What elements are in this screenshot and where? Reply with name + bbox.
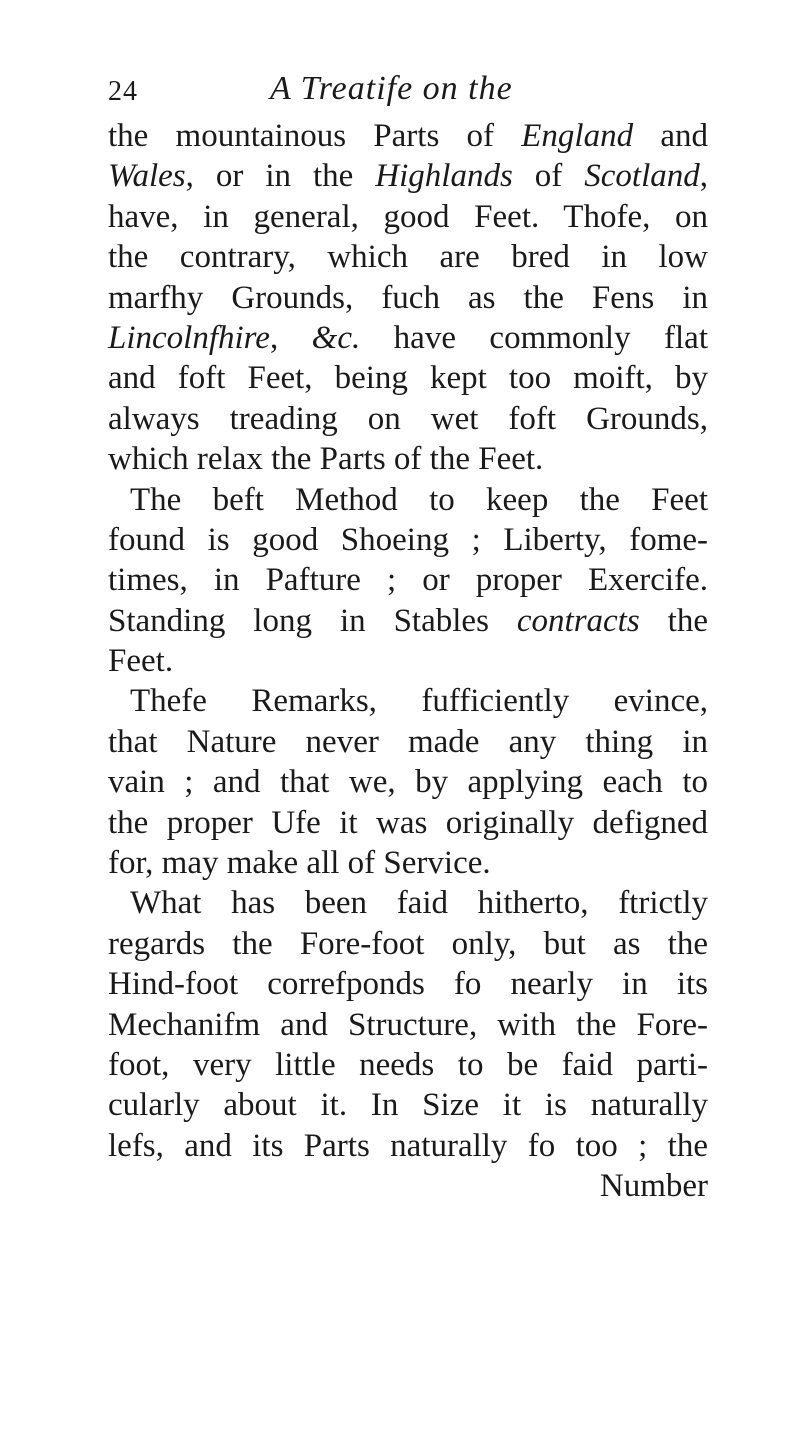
text-line: found is good Shoeing ; Liberty, fome- — [108, 521, 708, 558]
text-line: Lincolnfhire, &c. have commonly flat — [108, 319, 709, 356]
place-name: Scotland — [584, 158, 700, 195]
text-line: lefs, and its Parts naturally fo too ; the — [108, 1127, 708, 1164]
body-text — [108, 116, 708, 1207]
place-name: Lincolnfhire — [108, 319, 270, 356]
text-line: What has been faid hitherto, ftrictly — [130, 885, 708, 922]
text-line: Mechanifm and Structure, with the Fore- — [108, 1006, 708, 1043]
text-line: Standing long in Stables contracts the — [108, 602, 708, 639]
text-line: for, may make all of Service. — [108, 845, 491, 882]
catchword: Number — [599, 1168, 708, 1205]
et-cetera: &c. — [311, 319, 361, 356]
text-line: always treading on wet foft Grounds, — [108, 400, 708, 437]
text-line: have, in general, good Feet. Thofe, on — [108, 198, 708, 235]
text-line: and foft Feet, being kept too moift, by — [108, 360, 708, 397]
place-name: Highlands — [375, 158, 513, 195]
text-line: regards the Fore-foot only, but as the — [108, 925, 708, 962]
text-line: Thefe Remarks, fufficiently evince, — [130, 683, 708, 720]
text-line: the contrary, which are bred in low — [108, 239, 708, 276]
text-line: the proper Ufe it was originally defigned — [108, 804, 708, 841]
text-line: Hind-foot correfponds fo nearly in its — [108, 966, 708, 1003]
running-title: A Treatife on the — [270, 70, 513, 107]
text-line: the mountainous Parts of England and — [108, 118, 708, 154]
text-line: marfhy Grounds, fuch as the Fens in — [108, 279, 708, 316]
page-number: 24 — [108, 76, 138, 107]
text-line: times, in Pafture ; or proper Exercife. — [108, 562, 708, 599]
text-line: The beft Method to keep the Feet — [130, 481, 708, 518]
emphasis: contracts — [516, 602, 640, 639]
page-header — [108, 70, 708, 114]
text-line: vain ; and that we, by applying each to — [108, 764, 708, 801]
place-name: Wales — [108, 158, 186, 195]
place-name: England — [521, 118, 634, 154]
text-line: Feet. — [108, 643, 174, 680]
text-line: which relax the Parts of the Feet. — [108, 441, 544, 478]
text-line: cularly about it. In Size it is naturally — [108, 1087, 708, 1124]
text-line: foot, very little needs to be faid parti- — [108, 1046, 708, 1083]
text-line: Wales, or in the Highlands of Scotland, — [108, 158, 708, 195]
text-line: that Nature never made any thing in — [108, 723, 708, 760]
